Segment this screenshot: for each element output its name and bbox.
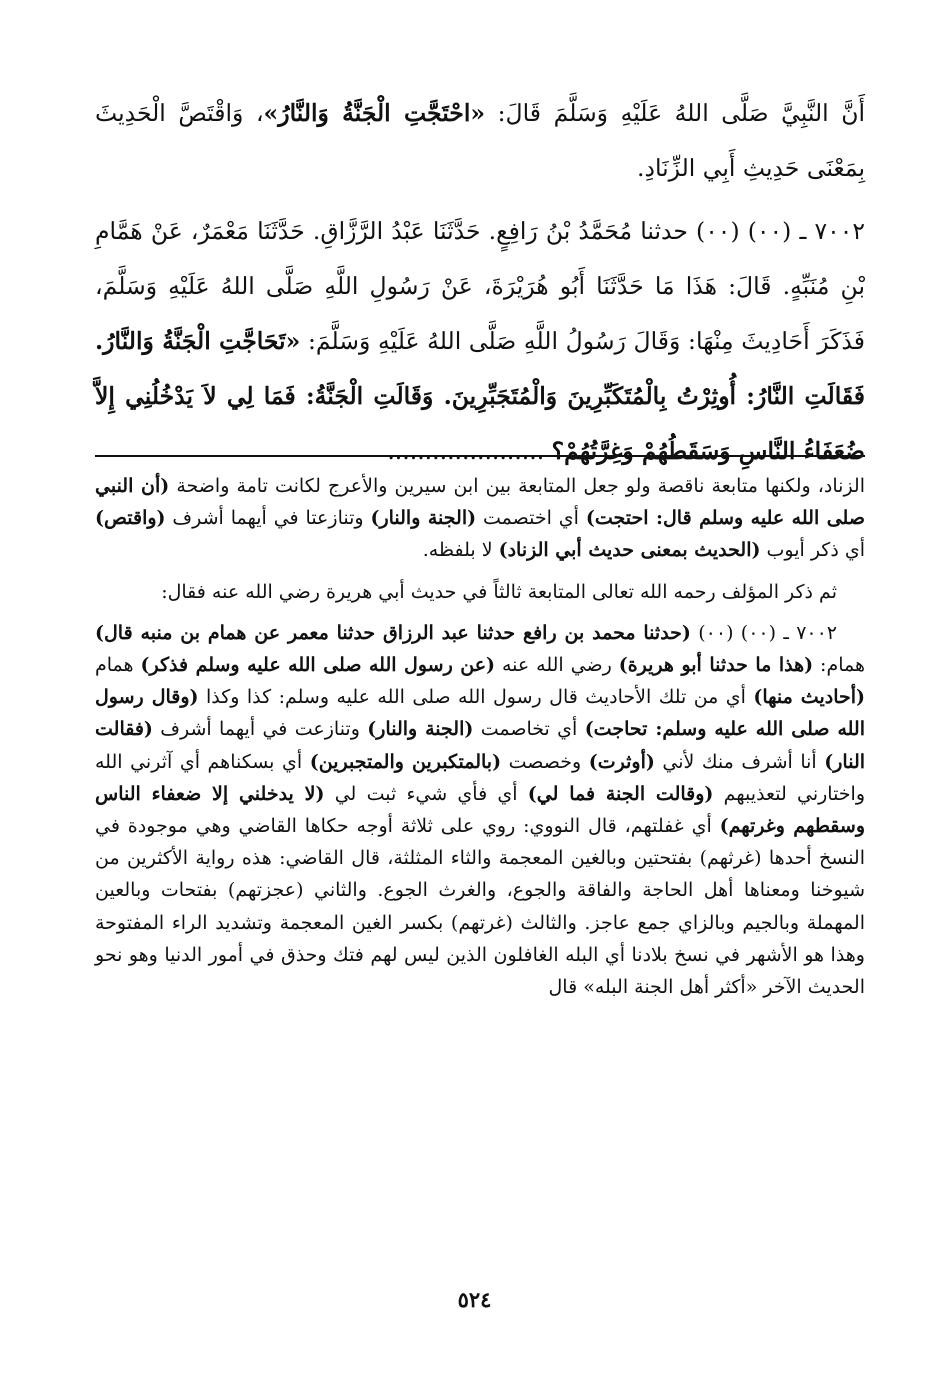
- commentary-text: [95, 470, 865, 1003]
- continuation-dots: .....................: [387, 437, 552, 465]
- commentary-paragraph-1: الزناد، ولكنها متابعة ناقصة ولو جعل المتابعة بين ابن سيرين والأعرج لكانت تامة واضحة (أن النبي صلى الله عليه وسلم قال: احتجت) أي اختصمت (الجنة والنار) وتنازعتا في أيهما أشرف (واقتص) أي ذكر أيوب (الحديث بمعنى حديث أبي الزناد) لا بلفظه.: [95, 475, 865, 562]
- commentary-paragraph-2: ثم ذكر المؤلف رحمه الله تعالى المتابعة ثالثاً في حديث أبي هريرة رضي الله عنه فقال:: [161, 580, 837, 603]
- page-number: ٥٢٤: [457, 1287, 492, 1312]
- hadith-paragraph-1: أَنَّ النَّبِيَّ صَلَّى اللهُ عَلَيْهِ وَسَلَّمَ قَالَ: «احْتَجَّتِ الْجَنَّةُ وَالنَّارُ»، وَاقْتَصَّ الْحَدِيثَ بِمَعْنَى حَدِيثِ أَبِي الزِّنَادِ.: [95, 99, 865, 182]
- emphasized-text: «تَحَاجَّتِ الْجَنَّةُ وَالنَّارُ. فَقَالَتِ النَّارُ: أُوثِرْتُ بِالْمُتَكَبِّرِينَ وَالْمُتَجَبِّرِينَ. وَقَالَتِ الْجَنَّةُ: فَمَا لِي لاَ يَدْخُلُنِي إِلاَّ ضُعَفَاءُ النَّاسِ وَسَقَطُهُمْ وَغِرَّتُهُمْ؟: [95, 327, 865, 465]
- commentary-paragraph-3: ٧٠٠٢ ـ (٠٠) (٠٠) (حدثنا محمد بن رافع حدثنا عبد الرزاق حدثنا معمر عن همام بن منبه قال) همام: (هذا ما حدثنا أبو هريرة) رضي الله عنه (عن رسول الله صلى الله عليه وسلم فذكر) همام (أحاديث منها) أي من تلك الأحاديث قال رسول الله صلى الله عليه وسلم: كذا وكذا (وقال رسول الله صلى الله عليه وسلم: تحاجت) أي تخاصمت (الجنة والنار) وتنازعت في أيهما أشرف (فقالت النار) أنا أشرف منك لأني (أوثرت) وخصصت (بالمتكبرين والمتجبرين) أي بسكناهم أي آثرني الله واختارني لتعذيبهم (وقالت الجنة فما لي) أي فأي شيء ثبت لي (لا يدخلني إلا ضعفاء الناس وسقطهم وغرتهم) أي غفلتهم، قال النووي: روي على ثلاثة أوجه حكاها القاضي وهي موجودة في النسخ أحدها (غرثهم) بفتحتين وبالغين المعجمة والثاء المثلثة، قال القاضي: هذه رواية الأكثرين من شيوخنا ومعناها أهل الحاجة والفاقة والجوع، والغرث الجوع. والثاني (عجزتهم) بفتحات وبالعين المهملة وبالجيم وبالزاي جمع عاجز. والثالث (غرتهم) بكسر الغين المعجمة وتشديد الراء المفتوحة وهذا هو الأشهر في نسخ بلادنا أي البله الغافلون الذين ليس لهم فتك وحذق في أمور الدنيا وهو نحو الحديث الآخر «أكثر أهل الجنة البله» قال: [95, 621, 866, 999]
- footnote-divider: [95, 455, 865, 457]
- hadith-text: [95, 86, 865, 479]
- emphasized-text: «احْتَجَّتِ الْجَنَّةُ وَالنَّارُ»: [263, 99, 486, 127]
- hadith-paragraph-2: ٧٠٠٢ ـ (٠٠) (٠٠) حدثنا مُحَمَّدُ بْنُ رَافِعٍ. حَدَّثَنَا عَبْدُ الرَّزَّاقِ. حَدَّثَنَا مَعْمَرٌ، عَنْ هَمَّامِ بْنِ مُنَبِّهٍ. قَالَ: هَذَا مَا حَدَّثَنَا أَبُو هُرَيْرَةَ، عَنْ رَسُولِ اللَّهِ صَلَّى اللهُ عَلَيْهِ وَسَلَّمَ، فَذَكَرَ أَحَادِيثَ مِنْهَا: وَقَالَ رَسُولُ اللَّهِ صَلَّى اللهُ عَلَيْهِ وَسَلَّمَ: «تَحَاجَّتِ الْجَنَّةُ وَالنَّارُ. فَقَالَتِ النَّارُ: أُوثِرْتُ بِالْمُتَكَبِّرِينَ وَالْمُتَجَبِّرِينَ. وَقَالَتِ الْجَنَّةُ: فَمَا لِي لاَ يَدْخُلُنِي إِلاَّ ضُعَفَاءُ النَّاسِ وَسَقَطُهُمْ وَغِرَّتُهُمْ؟ .....................: [95, 217, 865, 465]
